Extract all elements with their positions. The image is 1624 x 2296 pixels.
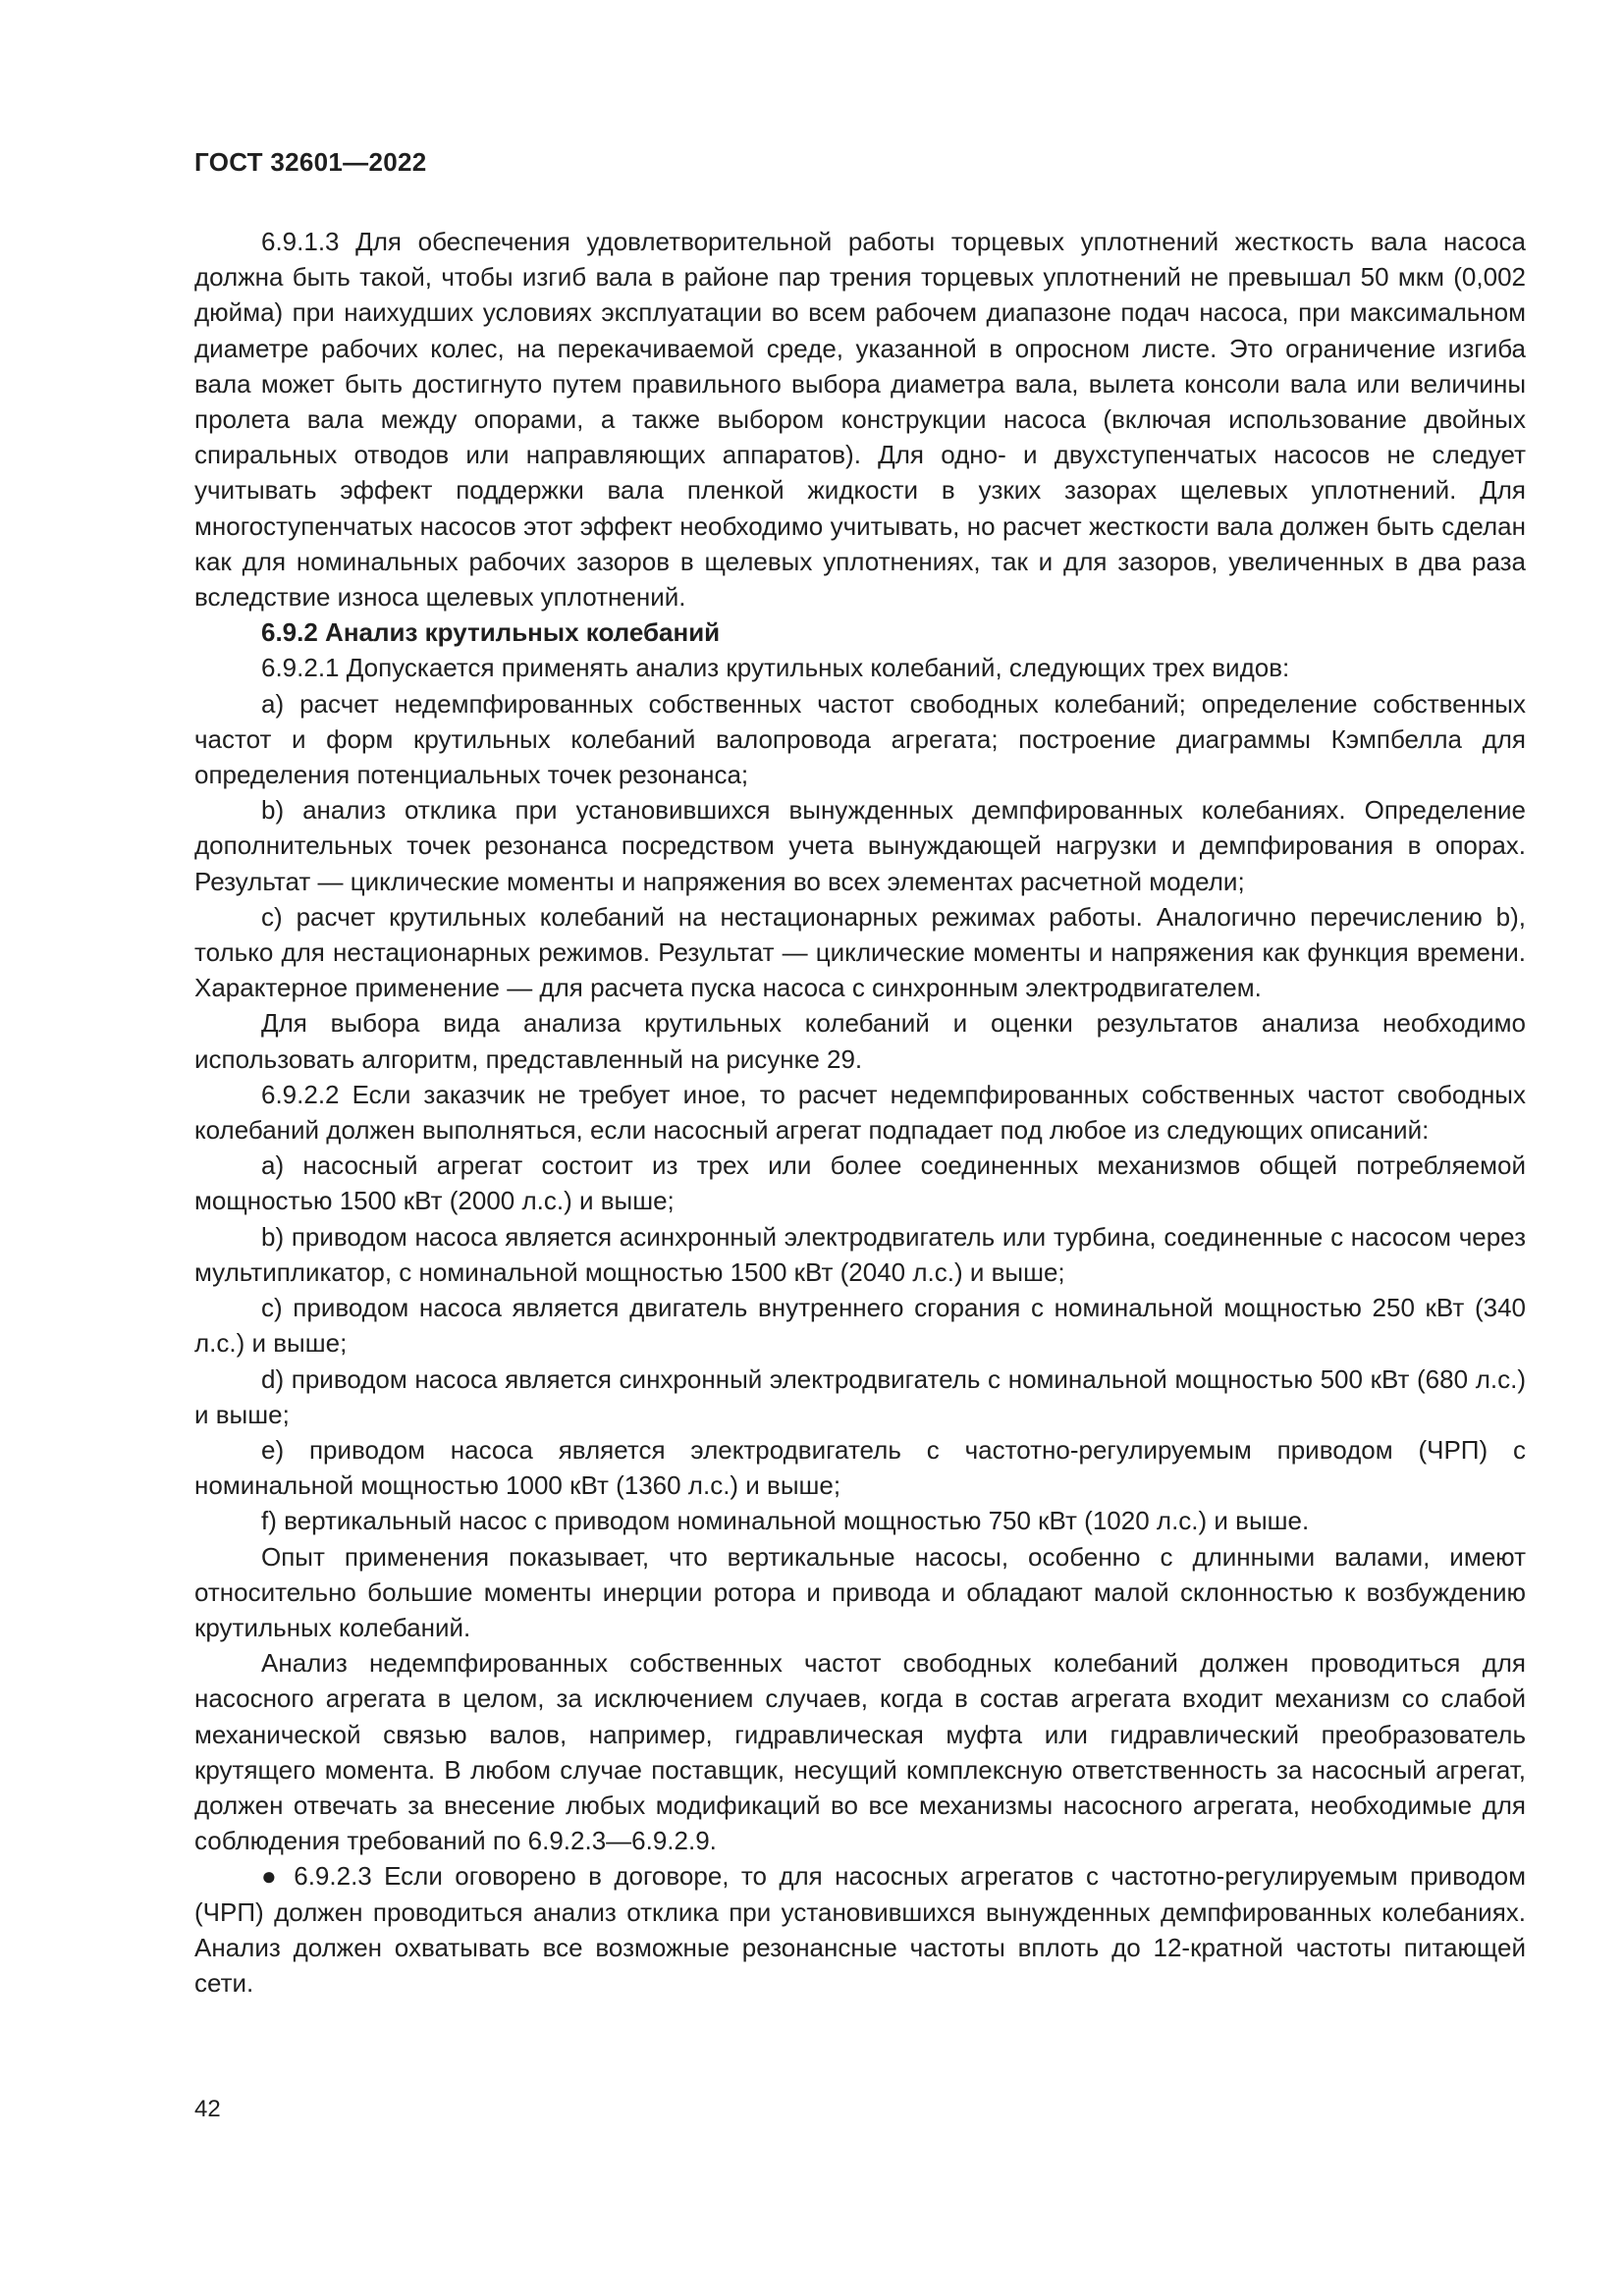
paragraph-analysis-scope: Анализ недемпфированных собственных частот свободных колебаний должен проводиться для насосного агрегата в целом, за исключением случаев, когда в состав агрегата входит механизм со слабой механической связью валов, например, гидравлическая муфта или гидравлический преобразователь крутящего момента. В любом случае поставщик, несущий комплексную ответственность за насосный агрегат, должен отвечать за внесение любых модификаций во все механизмы насосного агрегата, необходимые для соблюдения требований по 6.9.2.3—6.9.2.9. — [194, 1648, 1526, 1856]
condition-item-c: c) приводом насоса является двигатель внутреннего сгорания с номинальной мощностью 250 кВт (340 л.с.) и выше; — [194, 1293, 1526, 1359]
section-heading-6-9-2: 6.9.2 Анализ крутильных колебаний — [261, 617, 721, 648]
list-item-a: a) расчет недемпфированных собственных частот свободных колебаний; определение собственных частот и форм крутильных колебаний валопровода агрегата; построение диаграммы Кэмпбелла для определения потенциальных точек резонанса; — [194, 688, 1526, 790]
list-item-b: b) анализ отклика при установившихся вынужденных демпфированных колебаниях. Определение дополнительных точек резонанса посредством учета вынуждающей нагрузки и демпфирования в опорах. Результат — циклические моменты и напряжения во всех элементах расчетной модели; — [194, 795, 1526, 896]
condition-item-d: d) приводом насоса является синхронный электродвигатель с номинальной мощностью 500 кВт (680 л.с.) и выше; — [194, 1363, 1526, 1429]
page-number: 42 — [194, 2096, 221, 2122]
paragraph-6-9-2-1: 6.9.2.1 Допускается применять анализ крутильных колебаний, следующих трех видов: — [261, 653, 1290, 683]
paragraph-6-9-1-3: 6.9.1.3 Для обеспечения удовлетворительной работы торцевых уплотнений жесткость вала насоса должна быть такой, чтобы изгиб вала в районе пар трения торцевых уплотнений не превышал 50 мкм (0,002 дюйма) при наихудших условиях эксплуатации во всем рабочем диапазоне подач насоса, при максимальном диаметре рабочих колес, на перекачиваемой среде, указанной в опросном листе. Это ограничение изгиба вала может быть достигнуто путем правильного выбора диаметра вала, вылета консоли вала или величины пролета вала между опорами, а также выбором конструкции насоса (включая использование двойных спиральных отводов или направляющих аппаратов). Для одно- и двухступенчатых насосов не следует учитывать эффект поддержки вала пленкой жидкости в узких зазорах щелевых уплотнений. Для многоступенчатых насосов этот эффект необходимо учитывать, но расчет жесткости вала должен быть сделан как для номинальных рабочих зазоров в щелевых уплотнениях, так и для зазоров, увеличенных в два раза вследствие износа щелевых уплотнений. — [194, 227, 1526, 613]
paragraph-6-9-2-3: ● 6.9.2.3 Если оговорено в договоре, то для насосных агрегатов с частотно-регулируемым приводом (ЧРП) должен проводиться анализ отклика при установившихся вынужденных демпфированных колебаниях. Анализ должен охватывать все возможные резонансные частоты вплоть до 12-кратной частоты питающей сети. — [194, 1861, 1526, 1998]
paragraph-experience: Опыт применения показывает, что вертикальные насосы, особенно с длинными валами, имеют относительно большие моменты инерции ротора и привода и обладают малой склонностью к возбуждению крутильных колебаний. — [194, 1541, 1526, 1642]
list-item-c: c) расчет крутильных колебаний на нестационарных режимах работы. Аналогично перечислению b), только для нестационарных режимов. Результат — циклические моменты и напряжения как функция времени. Характерное применение — для расчета пуска насоса с синхронным электродвигателем. — [194, 901, 1526, 1003]
body-text — [194, 224, 1526, 2001]
paragraph-6-9-2-2: 6.9.2.2 Если заказчик не требует иное, то расчет недемпфированных собственных частот свободных колебаний должен выполняться, если насосный агрегат подпадает под любое из следующих описаний: — [194, 1079, 1526, 1146]
condition-item-b: b) приводом насоса является асинхронный электродвигатель или турбина, соединенные с насосом через мультипликатор, с номинальной мощностью 1500 кВт (2040 л.с.) и выше; — [194, 1221, 1526, 1287]
condition-item-e: e) приводом насоса является электродвигатель с частотно-регулируемым приводом (ЧРП) с номинальной мощностью 1000 кВт (1360 л.с.) и выше; — [194, 1434, 1526, 1501]
condition-item-f: f) вертикальный насос с приводом номинальной мощностью 750 кВт (1020 л.с.) и выше. — [261, 1506, 1310, 1536]
paragraph-algorithm-note: Для выбора вида анализа крутильных колебаний и оценки результатов анализа необходимо использовать алгоритм, представленный на рисунке 29. — [194, 1008, 1526, 1074]
standard-header: ГОСТ 32601—2022 — [194, 147, 427, 177]
condition-item-a: a) насосный агрегат состоит из трех или более соединенных механизмов общей потребляемой мощностью 1500 кВт (2000 л.с.) и выше; — [194, 1150, 1526, 1216]
